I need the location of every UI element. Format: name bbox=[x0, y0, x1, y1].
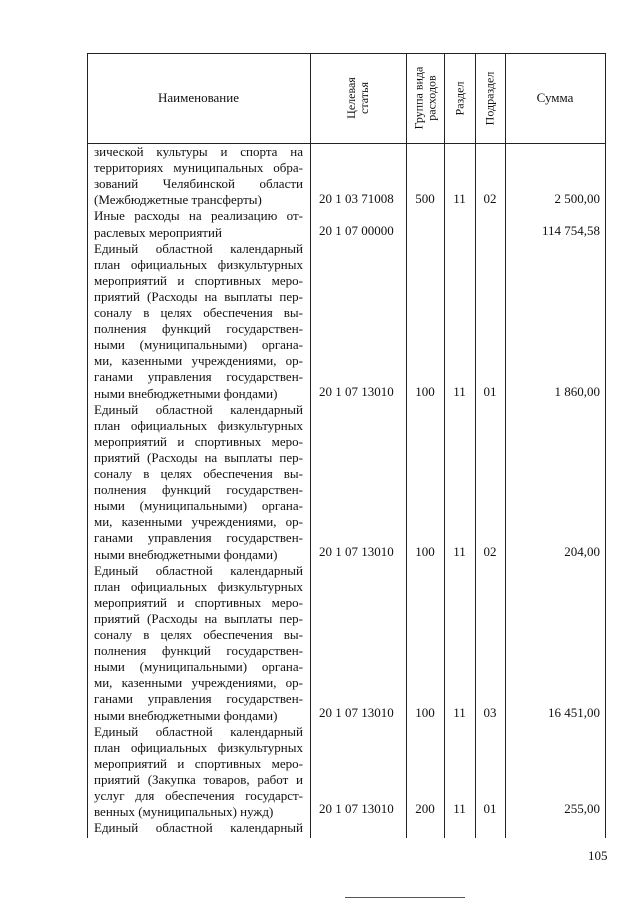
header-target-article bbox=[310, 53, 406, 143]
name-text-line: план официальных физкультурных bbox=[94, 739, 303, 755]
name-text-line: ганами управления государствен- bbox=[94, 691, 303, 707]
name-text-line: Единый областной календарный bbox=[94, 723, 303, 739]
page-number: 105 bbox=[588, 848, 608, 863]
table-row bbox=[87, 384, 606, 400]
name-text-line: венных (муниципальных) нужд) bbox=[94, 804, 274, 820]
section-cell: 11 bbox=[453, 801, 466, 816]
name-text-line: территориях муниципальных обра- bbox=[94, 160, 303, 176]
name-text-line: зований Челябинской области bbox=[94, 176, 303, 192]
table-row bbox=[87, 223, 606, 239]
section-cell: 11 bbox=[453, 384, 466, 399]
header-subsection bbox=[475, 53, 505, 143]
name-text-line: ными (муниципальными) органа- bbox=[94, 498, 303, 514]
header-group-line1: Группа вида bbox=[411, 66, 425, 130]
group-cell: 100 bbox=[415, 544, 435, 559]
header-expense-group bbox=[406, 53, 444, 143]
budget-table bbox=[87, 53, 606, 838]
section-cell: 11 bbox=[453, 191, 466, 206]
code-cell: 20 1 07 13010 bbox=[319, 384, 394, 399]
table-row bbox=[87, 544, 606, 560]
name-text-line: Единый областной календарный bbox=[94, 240, 303, 256]
name-text-line: ными (муниципальными) органа- bbox=[94, 337, 303, 353]
name-text-line: (Межбюджетные трансферты) bbox=[94, 192, 262, 208]
name-text-line: ми, казенными учреждениями, ор- bbox=[94, 675, 303, 691]
table-row bbox=[87, 191, 606, 207]
group-cell: 100 bbox=[415, 384, 435, 399]
header-name bbox=[87, 53, 310, 143]
code-cell: 20 1 07 00000 bbox=[319, 223, 394, 238]
subsection-cell: 01 bbox=[483, 384, 497, 399]
name-text-line: соналу в целях обеспечения вы- bbox=[94, 305, 303, 320]
code-cell: 20 1 07 13010 bbox=[319, 544, 394, 559]
name-text-line: полнения функций государствен- bbox=[94, 482, 303, 498]
name-text-line: план официальных физкультурных bbox=[94, 417, 303, 433]
name-text-line: план официальных физкультурных bbox=[94, 578, 303, 594]
name-text-line: зической культуры и спорта на bbox=[94, 144, 303, 159]
name-text-line: мероприятий и спортивных меро- bbox=[94, 594, 303, 610]
name-text-line: раслевых мероприятий bbox=[94, 224, 222, 240]
sum-cell: 16 451,00 bbox=[548, 705, 600, 720]
name-text-line: Иные расходы на реализацию от- bbox=[94, 208, 303, 224]
table-row bbox=[87, 801, 606, 817]
group-cell: 500 bbox=[415, 191, 435, 206]
subsection-cell: 02 bbox=[483, 544, 497, 559]
name-text-line: мероприятий и спортивных меро- bbox=[94, 433, 303, 449]
name-text-line: ганами управления государствен- bbox=[94, 369, 303, 385]
subsection-cell: 03 bbox=[483, 705, 497, 720]
header-sum bbox=[505, 53, 605, 143]
name-text-line: ми, казенными учреждениями, ор- bbox=[94, 353, 303, 369]
name-text-line: ганами управления государствен- bbox=[94, 530, 303, 546]
subsection-cell: 01 bbox=[483, 801, 497, 816]
sum-cell: 1 860,00 bbox=[554, 384, 600, 399]
name-text-line: план официальных физкультурных bbox=[94, 256, 303, 272]
name-text-line: Единый областной календарный bbox=[94, 562, 303, 578]
header-section bbox=[444, 53, 475, 143]
code-cell: 20 1 03 71008 bbox=[319, 191, 394, 206]
name-text-line: соналу в целях обеспечения вы- bbox=[94, 466, 303, 481]
header-section-label: Раздел bbox=[452, 81, 467, 115]
header-subsection-label: Подраздел bbox=[482, 71, 497, 125]
name-text-line: приятий (Расходы на выплаты пер- bbox=[94, 449, 303, 465]
header-group-line2: расходов bbox=[424, 75, 438, 121]
header-name-label: Наименование bbox=[158, 90, 239, 105]
name-text-line: Единый областной календарный bbox=[94, 820, 303, 836]
code-cell: 20 1 07 13010 bbox=[319, 705, 394, 720]
name-text-line: ными внебюджетными фондами) bbox=[94, 546, 278, 562]
section-cell: 11 bbox=[453, 705, 466, 720]
name-text-line: мероприятий и спортивных меро- bbox=[94, 755, 303, 771]
name-text-line: ными внебюджетными фондами) bbox=[94, 385, 278, 401]
section-cell: 11 bbox=[453, 544, 466, 559]
code-cell: 20 1 07 13010 bbox=[319, 801, 394, 816]
subsection-cell: 02 bbox=[483, 191, 497, 206]
footer-rule bbox=[345, 897, 465, 898]
name-text-line: полнения функций государствен- bbox=[94, 643, 303, 659]
name-text-line: приятий (Расходы на выплаты пер- bbox=[94, 288, 303, 304]
name-text-line: услуг для обеспечения государст- bbox=[94, 788, 303, 803]
name-text-line: приятий (Расходы на выплаты пер- bbox=[94, 610, 303, 626]
name-text-line: мероприятий и спортивных меро- bbox=[94, 272, 303, 288]
name-text-line: соналу в целях обеспечения вы- bbox=[94, 627, 303, 642]
name-text-line: Единый областной календарный bbox=[94, 401, 303, 417]
name-text-line: полнения функций государствен- bbox=[94, 321, 303, 337]
name-text-line: ми, казенными учреждениями, ор- bbox=[94, 514, 303, 530]
sum-cell: 255,00 bbox=[564, 801, 600, 816]
name-text-line: ными внебюджетными фондами) bbox=[94, 707, 278, 723]
name-text-line: приятий (Закупка товаров, работ и bbox=[94, 771, 303, 787]
header-sum-label: Сумма bbox=[536, 90, 574, 105]
sum-cell: 204,00 bbox=[564, 544, 600, 559]
name-text-line: ными (муниципальными) органа- bbox=[94, 659, 303, 675]
group-cell: 200 bbox=[415, 801, 435, 816]
header-target-line2: статья bbox=[356, 82, 371, 114]
header-target-line1: Целевая bbox=[343, 77, 358, 119]
table-row bbox=[87, 705, 606, 721]
sum-cell: 2 500,00 bbox=[554, 191, 600, 206]
sum-cell: 114 754,58 bbox=[541, 223, 600, 238]
group-cell: 100 bbox=[415, 705, 435, 720]
